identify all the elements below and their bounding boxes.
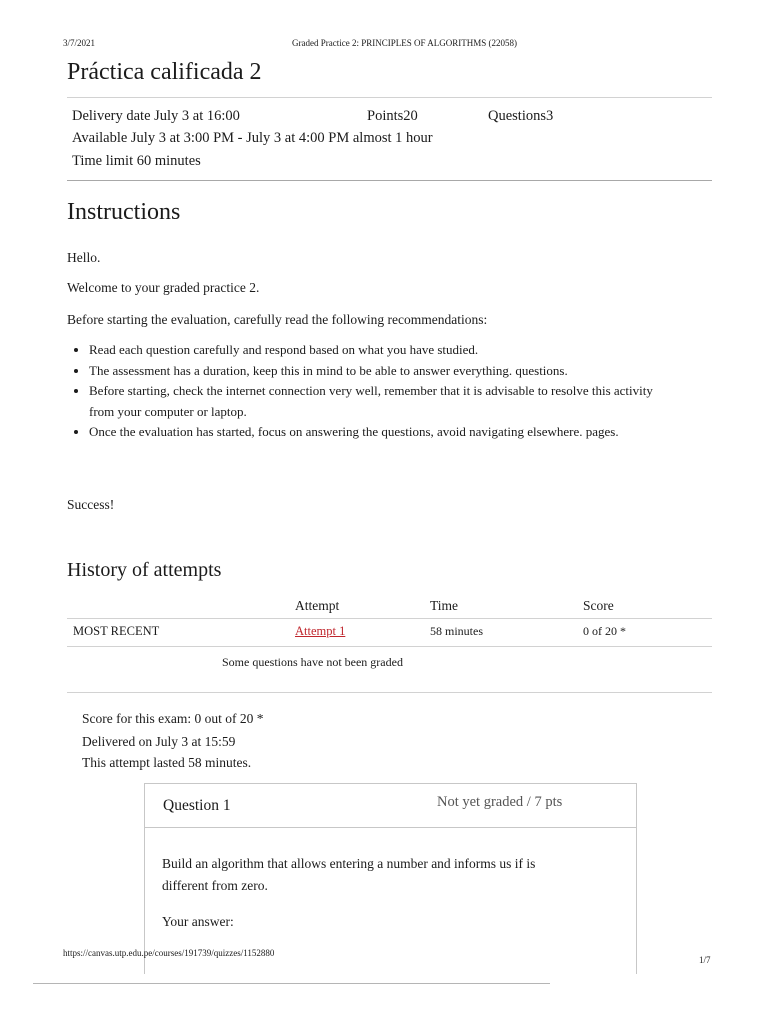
attempt-score: 0 of 20 * [583, 624, 626, 638]
delivered-time: Delivered on July 3 at 15:59 [82, 734, 236, 749]
quiz-title: Práctica calificada 2 [67, 59, 262, 85]
history-heading: History of attempts [67, 559, 222, 581]
column-header-attempt: Attempt [295, 598, 340, 613]
delivery-date: Delivery date July 3 at 16:00 [72, 108, 240, 124]
attempt-1-link[interactable]: Attempt 1 [295, 624, 346, 638]
footer-divider [33, 983, 550, 984]
quiz-questions: Questions3 [488, 108, 554, 124]
question-text: Build an algorithm that allows entering a number and informs us if is different from zero. [162, 856, 536, 893]
instructions-success: Success! [67, 497, 115, 512]
table-row-divider [67, 646, 712, 647]
list-item: • The assessment has a duration, keep this in mind to be able to answer everything. questions. [89, 361, 664, 382]
list-item: • Before starting, check the internet connection very well, remember that it is advisable to resolve this activity from your computer or laptop. [89, 381, 664, 422]
title-divider [67, 97, 712, 98]
instructions-before: Before starting the evaluation, carefully read the following recommendations: [67, 312, 488, 327]
instructions-welcome: Welcome to your graded practice 2. [67, 280, 260, 295]
question-card [144, 783, 637, 974]
column-header-time: Time [430, 598, 459, 613]
history-divider [67, 692, 712, 693]
exam-score: Score for this exam: 0 out of 20 * [82, 711, 264, 726]
table-header-divider [67, 618, 712, 619]
print-page-number: 1/7 [699, 955, 711, 965]
attempt-time: 58 minutes [430, 624, 483, 638]
attempt-duration: This attempt lasted 58 minutes. [82, 755, 252, 770]
print-url: https://canvas.utp.edu.pe/courses/191739/quizzes/1152880 [63, 948, 275, 958]
print-page-title: Graded Practice 2: PRINCIPLES OF ALGORITHMS (22058) [292, 38, 517, 48]
column-header-score: Score [583, 598, 614, 613]
row-label-most-recent: MOST RECENT [73, 624, 160, 638]
recommendations-list [67, 340, 664, 443]
question-title: Question 1 [163, 797, 231, 814]
question-header [145, 784, 636, 828]
instructions-hello: Hello. [67, 250, 101, 265]
time-limit: Time limit 60 minutes [72, 153, 201, 169]
list-item: • Once the evaluation has started, focus on answering the questions, avoid navigating elsewhere. pages. [89, 422, 664, 443]
question-points: Not yet graded / 7 pts [437, 794, 563, 810]
grading-note: Some questions have not been graded [222, 655, 403, 669]
meta-divider [67, 180, 712, 181]
list-item: • Read each question carefully and respond based on what you have studied. [89, 340, 664, 361]
answer-label: Your answer: [162, 914, 234, 929]
print-date: 3/7/2021 [63, 38, 96, 48]
instructions-heading: Instructions [67, 199, 181, 225]
availability-window: Available July 3 at 3:00 PM - July 3 at 4:00 PM almost 1 hour [72, 130, 433, 146]
quiz-points: Points20 [367, 108, 418, 124]
